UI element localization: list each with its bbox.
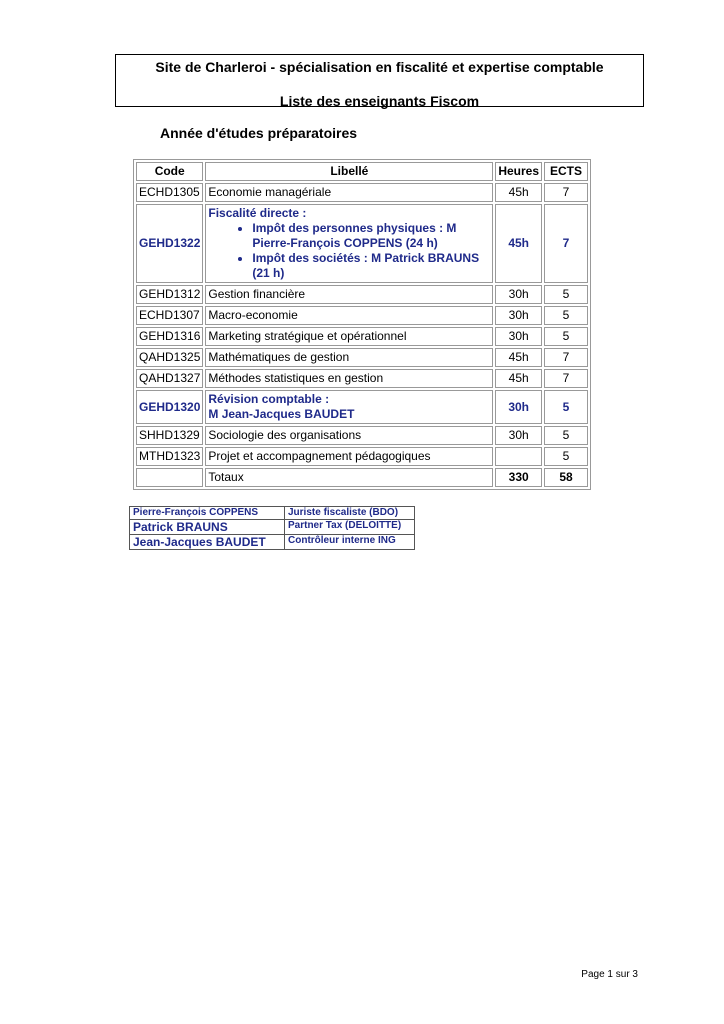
- cell-libelle: [205, 390, 493, 424]
- course-teacher: M Jean-Jacques BAUDET: [208, 407, 355, 421]
- table-row: [136, 327, 588, 346]
- cell-libelle: Projet et accompagnement pédagogiques: [205, 447, 493, 466]
- section-title: Année d'études préparatoires: [160, 125, 358, 141]
- cell-heures: 45h: [495, 183, 542, 202]
- cell-ects: 7: [544, 204, 588, 283]
- table-header-row: [136, 162, 588, 181]
- cell-ects: 7: [544, 183, 588, 202]
- totals-row: [136, 468, 588, 487]
- table-row: [130, 535, 415, 550]
- teacher-name: Patrick BRAUNS: [130, 520, 285, 535]
- course-label: Révision comptable :: [208, 392, 330, 406]
- cell-heures: 45h: [495, 369, 542, 388]
- cell-code: ECHD1307: [136, 306, 203, 325]
- cell-heures: [495, 447, 542, 466]
- cell-libelle: Gestion financière: [205, 285, 493, 304]
- list-item: • Impôt des personnes physiques : M Pierre-François COPPENS (24 h): [252, 221, 490, 251]
- course-label: Fiscalité directe :: [208, 206, 307, 220]
- cell-libelle: Macro-economie: [205, 306, 493, 325]
- table-row: [130, 507, 415, 520]
- cell-ects: 5: [544, 327, 588, 346]
- table-row: [136, 204, 588, 283]
- header-title: Site de Charleroi - spécialisation en fiscalité et expertise comptable: [155, 59, 604, 75]
- header-box: [115, 54, 644, 107]
- cell-heures: 30h: [495, 285, 542, 304]
- cell-code: ECHD1305: [136, 183, 203, 202]
- cell-ects: 5: [544, 285, 588, 304]
- page-footer: Page 1 sur 3: [581, 969, 638, 980]
- cell-ects: 7: [544, 369, 588, 388]
- cell-code: GEHD1320: [136, 390, 203, 424]
- cell-libelle: [205, 204, 493, 283]
- cell-libelle: Economie managériale: [205, 183, 493, 202]
- cell-heures: 30h: [495, 426, 542, 445]
- totals-ects: 58: [544, 468, 588, 487]
- column-header-code: Code: [136, 162, 203, 181]
- courses-table: [133, 159, 591, 490]
- teacher-list: [208, 221, 490, 281]
- cell-code: GEHD1312: [136, 285, 203, 304]
- cell-code: GEHD1316: [136, 327, 203, 346]
- cell-heures: 30h: [495, 327, 542, 346]
- cell-libelle: Mathématiques de gestion: [205, 348, 493, 367]
- table-row: [136, 183, 588, 202]
- cell-heures: 30h: [495, 390, 542, 424]
- cell-code: MTHD1323: [136, 447, 203, 466]
- cell-code: QAHD1327: [136, 369, 203, 388]
- cell-ects: 5: [544, 426, 588, 445]
- header-subtitle: Liste des enseignants Fiscom: [279, 93, 480, 109]
- cell-ects: 5: [544, 390, 588, 424]
- teachers-table: [129, 506, 415, 550]
- table-row: [136, 369, 588, 388]
- cell-heures: 30h: [495, 306, 542, 325]
- column-header-heures: Heures: [495, 162, 542, 181]
- teacher-name: Jean-Jacques BAUDET: [130, 535, 285, 550]
- table-row: [136, 390, 588, 424]
- teacher-role: Contrôleur interne ING: [285, 535, 415, 550]
- table-row: [136, 348, 588, 367]
- table-row: [136, 447, 588, 466]
- totals-heures: 330: [495, 468, 542, 487]
- list-item: • Impôt des sociétés : M Patrick BRAUNS (21 h): [252, 251, 490, 281]
- table-row: [136, 426, 588, 445]
- cell-code: [136, 468, 203, 487]
- cell-code: SHHD1329: [136, 426, 203, 445]
- cell-libelle: Sociologie des organisations: [205, 426, 493, 445]
- column-header-ects: ECTS: [544, 162, 588, 181]
- cell-code: GEHD1322: [136, 204, 203, 283]
- cell-ects: 5: [544, 306, 588, 325]
- totals-label: Totaux: [205, 468, 493, 487]
- cell-libelle: Méthodes statistiques en gestion: [205, 369, 493, 388]
- cell-libelle: Marketing stratégique et opérationnel: [205, 327, 493, 346]
- table-row: [136, 285, 588, 304]
- cell-heures: 45h: [495, 348, 542, 367]
- table-row: [136, 306, 588, 325]
- cell-heures: 45h: [495, 204, 542, 283]
- teacher-role: Juriste fiscaliste (BDO): [285, 507, 415, 520]
- column-header-libelle: Libellé: [205, 162, 493, 181]
- cell-code: QAHD1325: [136, 348, 203, 367]
- teacher-name: Pierre-François COPPENS: [130, 507, 285, 520]
- table-row: [130, 520, 415, 535]
- teacher-role: Partner Tax (DELOITTE): [285, 520, 415, 535]
- cell-ects: 7: [544, 348, 588, 367]
- cell-ects: 5: [544, 447, 588, 466]
